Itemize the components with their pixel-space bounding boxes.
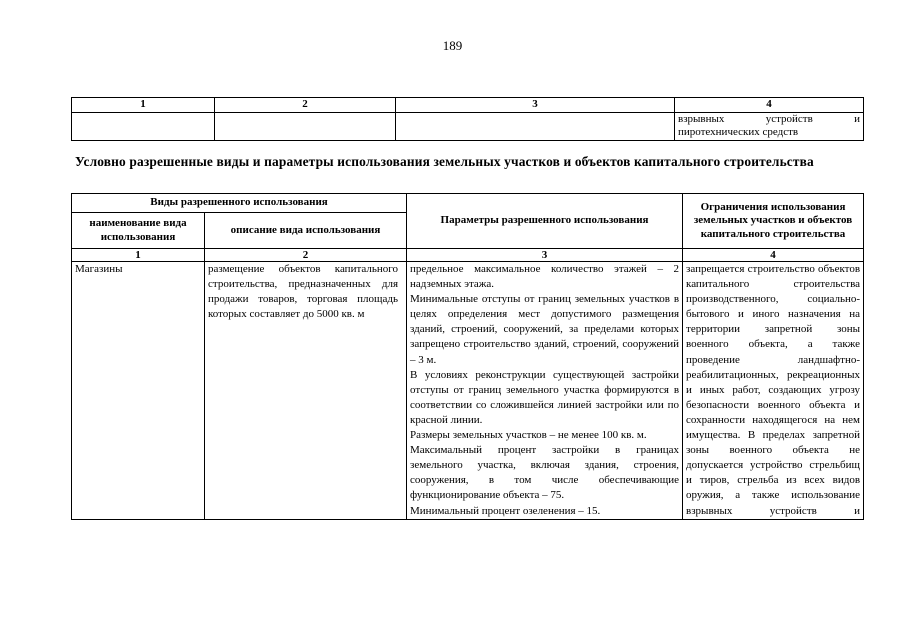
continuation-table — [71, 97, 864, 141]
parameter-item: предельное максимальное количество этажей – 2 надземных этажа. — [410, 263, 680, 291]
parameter-item: В условиях реконструкции существующей застройки отступы от границ земельного участка формируются в соответствии со сложившейся линией застройки или по красной линии. — [410, 368, 680, 426]
parameter-item: Минимальные отступы от границ земельных участков в целях определения мест допустимого размещения зданий, строений, сооружений, за пределами которых запрещено строительство зданий, строений, сооружений – 3 м. — [410, 293, 680, 366]
continuation-header-row — [72, 98, 864, 113]
parameters-cell — [407, 262, 683, 520]
column-number-2: 2 — [205, 249, 407, 262]
column-number-3: 3 — [396, 98, 675, 113]
section-title: Условно разрешенные виды и параметры использования земельных участков и объектов капитального строительства — [75, 154, 814, 169]
group-header: Виды разрешенного использования — [72, 194, 407, 213]
name-header: наименование вида использования — [72, 213, 205, 249]
column-number-1: 1 — [72, 98, 215, 113]
header-row-1 — [72, 194, 864, 213]
page-number: 189 — [442, 38, 463, 53]
parameter-item: Минимальный процент озеленения – 15. — [410, 504, 601, 517]
restrictions-cell: запрещается строительство объектов капитального строительства производственного, социально-бытового и иного назначения на территории запретной зоны военного объекта, а также проведение ландшафтно-реабилитационных, рекреационных и иных работ, создающих угрозу безопасности военного объекта и сохранности находящегося на нем имущества. В пределах запретной зоны военного объекта не допускается устройство стрельбищ и тиров, стрельба из всех видов оружия, а также использование взрывных устройств и — [683, 262, 864, 520]
column-number-row — [72, 249, 864, 262]
description-header: описание вида использования — [205, 213, 407, 249]
continuation-line-2: пиротехнических средств — [678, 126, 799, 139]
parameters-header: Параметры разрешенного использования — [407, 194, 683, 249]
table-row — [72, 262, 864, 520]
column-number-4: 4 — [675, 98, 864, 113]
continuation-row — [72, 112, 864, 140]
column-number-1: 1 — [72, 249, 205, 262]
column-number-3: 3 — [407, 249, 683, 262]
continuation-cell-3 — [396, 112, 675, 140]
continuation-line-1: взрывных устройств и — [678, 112, 860, 125]
parameter-item: Максимальный процент застройки в границах земельного участка, включая здания, строения, сооружения, в том числе обеспечивающие функционирование объекта – 75. — [410, 444, 680, 502]
restrictions-header: Ограничения использования земельных участков и объектов капитального строительства — [683, 194, 864, 249]
use-name-cell: Магазины — [72, 262, 205, 520]
use-description-cell: размещение объектов капитального строительства, предназначенных для продажи товаров, торговая площадь которых составляет до 5000 кв. м — [205, 262, 407, 520]
continuation-cell-2 — [215, 112, 396, 140]
continuation-cell-1 — [72, 112, 215, 140]
uses-table — [71, 193, 864, 520]
column-number-2: 2 — [215, 98, 396, 113]
continuation-cell-4 — [675, 112, 864, 140]
parameter-item: Размеры земельных участков – не менее 100 кв. м. — [410, 429, 647, 442]
column-number-4: 4 — [683, 249, 864, 262]
